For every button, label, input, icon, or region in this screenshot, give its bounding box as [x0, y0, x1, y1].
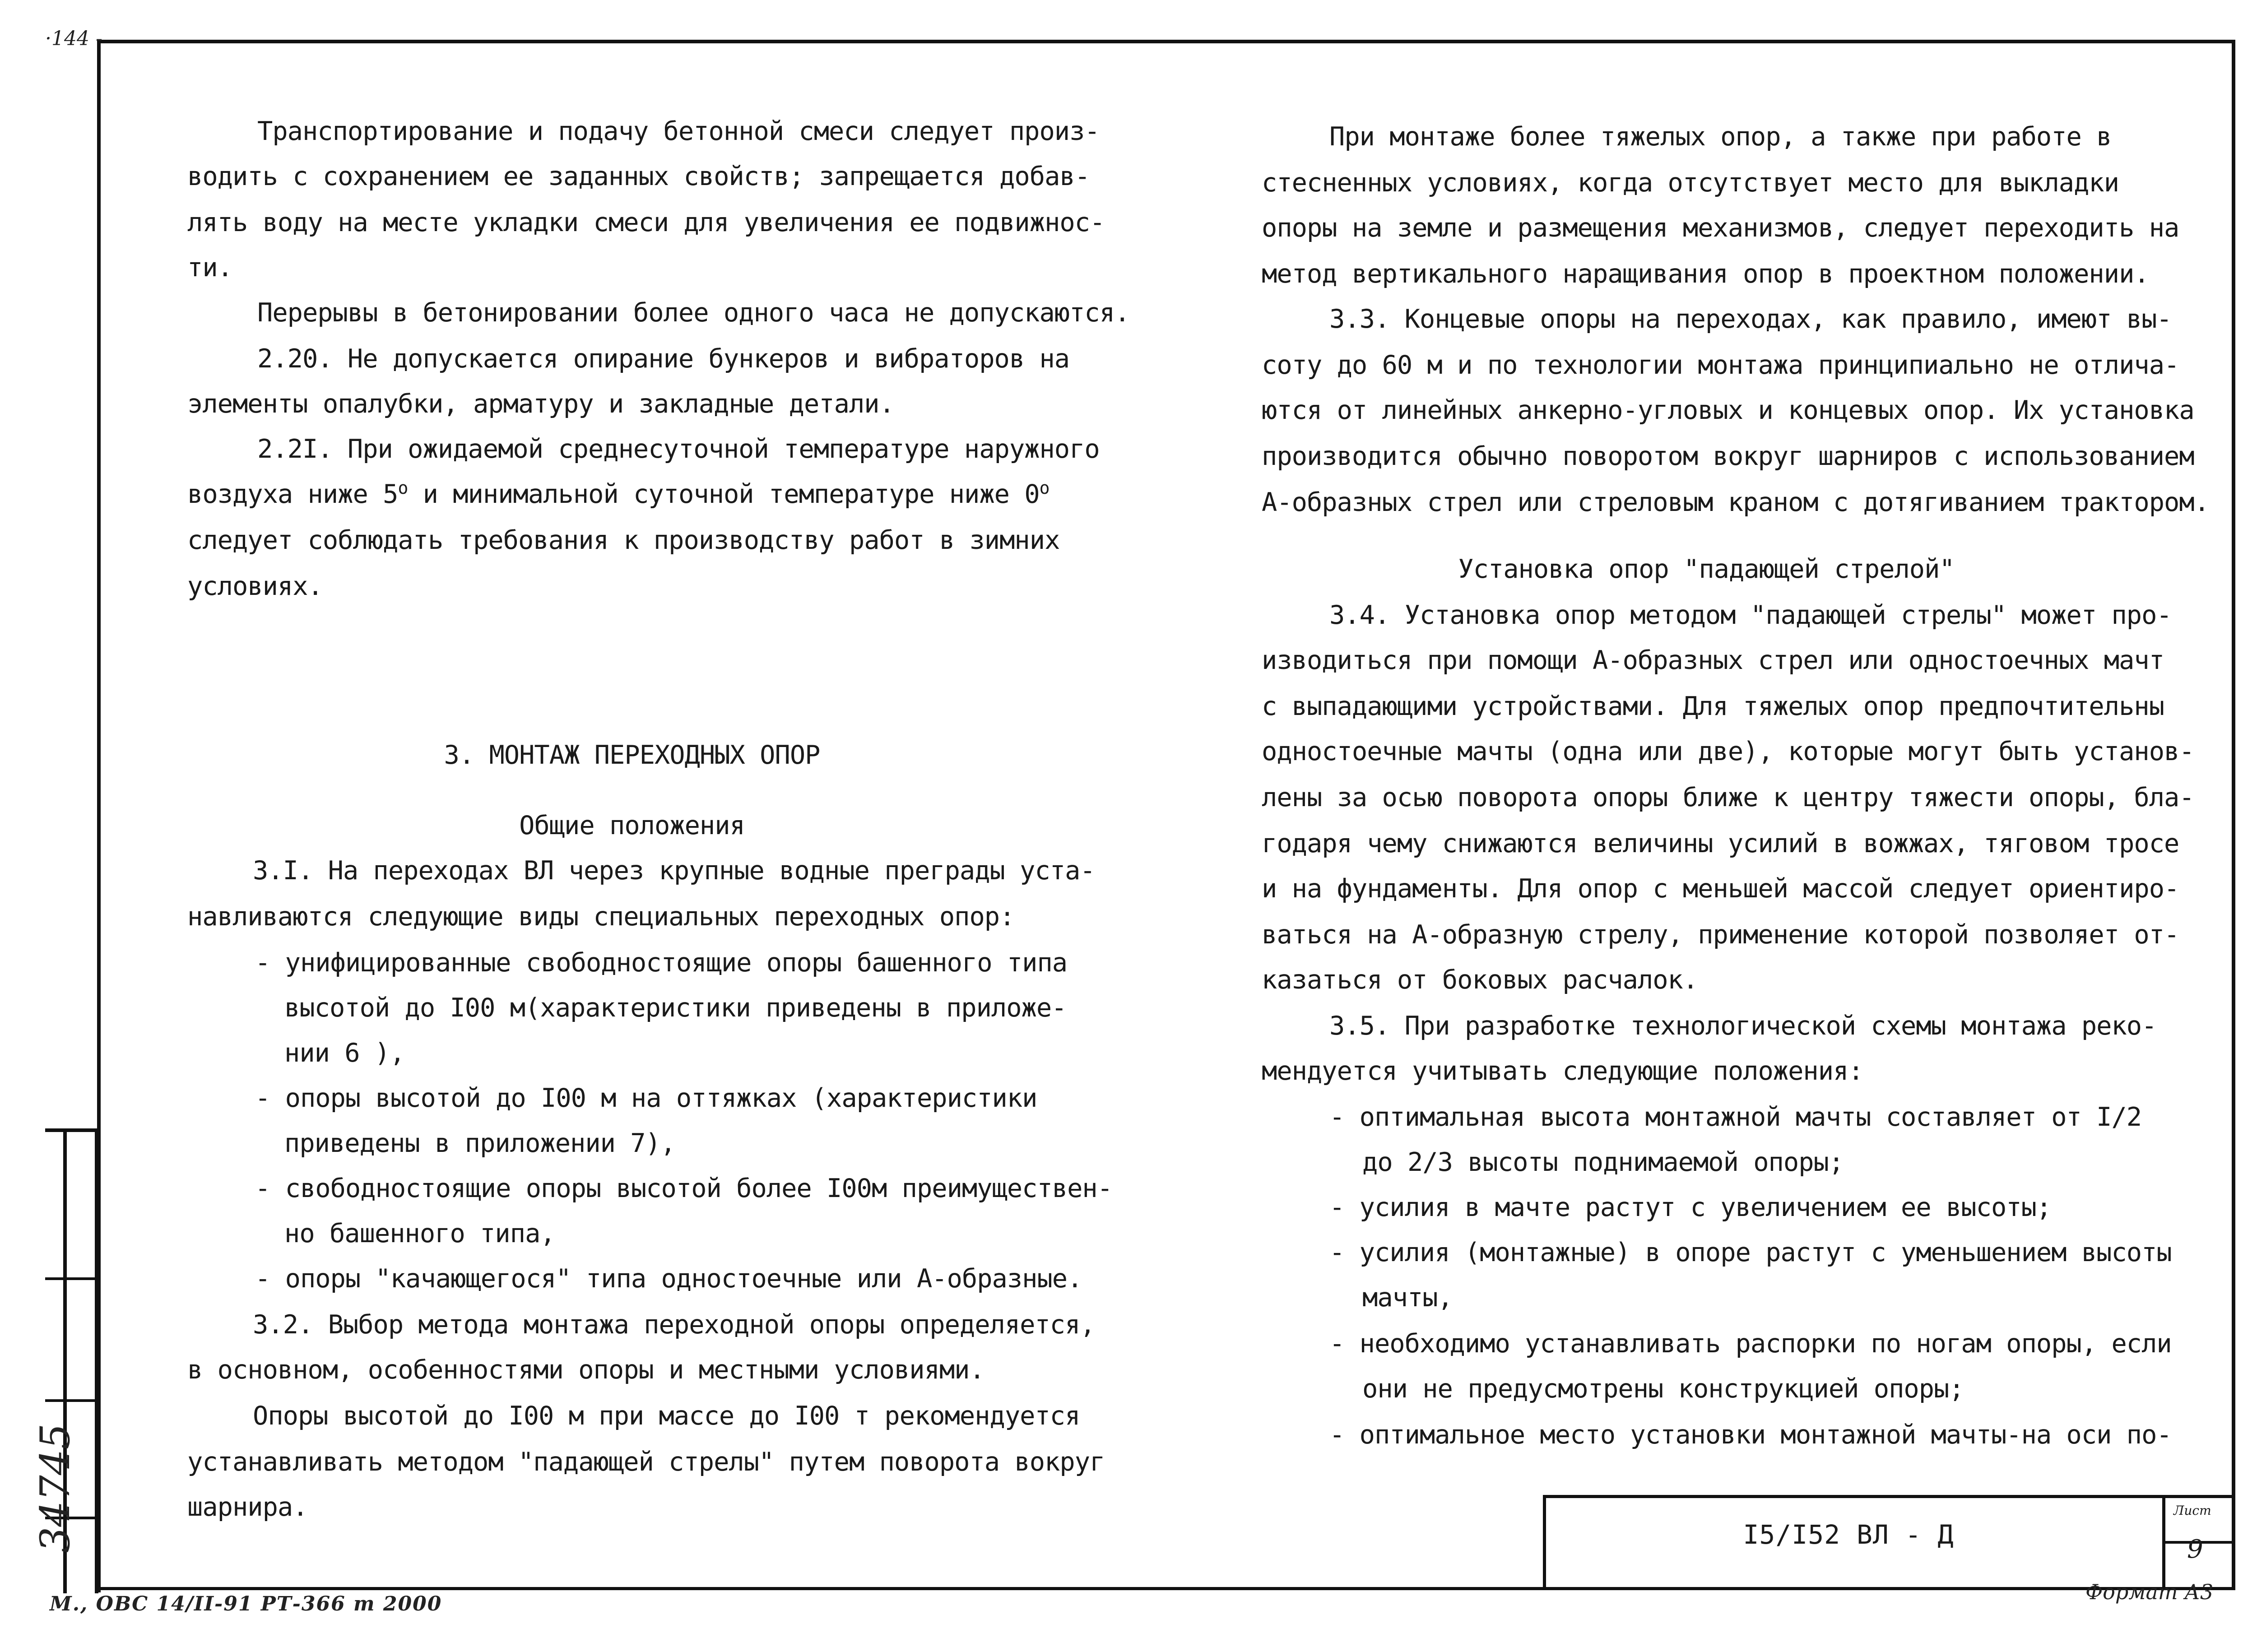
paragraph-line: элементы опалубки, арматуру и закладные детали.: [187, 389, 894, 419]
paragraph-line: При монтаже более тяжелых опор, а также при работе в: [1329, 122, 2112, 152]
paragraph-line: 2.20. Не допускается опирание бункеров и вибраторов на: [257, 344, 1070, 374]
list-item: - опоры высотой до I00 м на оттяжках (характеристики: [255, 1083, 1037, 1113]
degree-sign: о: [398, 478, 408, 498]
paragraph-line: 3.3. Концевые опоры на переходах, как правило, имеют вы-: [1329, 304, 2172, 334]
list-item-continuation: они не предусмотрены конструкцией опоры;: [1362, 1374, 1964, 1404]
paragraph-line: лены за осью поворота опоры ближе к центру тяжести опоры, бла-: [1262, 783, 2194, 812]
list-item: - усилия (монтажные) в опоре растут с уменьшением высоты: [1329, 1238, 2172, 1267]
list-item-continuation: до 2/3 высоты поднимаемой опоры;: [1362, 1147, 1844, 1177]
paragraph-line: мендуется учитывать следующие положения:: [1262, 1056, 1863, 1086]
paragraph-line: метод вертикального наращивания опор в проектном положении.: [1262, 259, 2149, 289]
paragraph-line: годаря чему снижаются величины усилий в вожжах, тяговом тросе: [1262, 829, 2179, 858]
paragraph-line: ются от линейных анкерно-угловых и концевых опор. Их установка: [1262, 395, 2194, 425]
paragraph-line: условиях.: [187, 571, 323, 601]
paragraph-line: ти.: [187, 253, 232, 283]
paragraph-line: 3.2. Выбор метода монтажа переходной опоры определяется,: [253, 1310, 1095, 1340]
frame-border-right: [2232, 40, 2235, 1588]
degree-sign: о: [1039, 478, 1050, 498]
document-code: I5/I52 ВЛ - Д: [1743, 1519, 1954, 1550]
paragraph-line: Транспортирование и подачу бетонной смеси следует произ-: [257, 116, 1100, 146]
list-item: - оптимальная высота монтажной мачты составляет от I/2: [1329, 1102, 2142, 1132]
paragraph-line: 3.5. При разработке технологической схемы монтажа реко-: [1329, 1011, 2157, 1041]
list-item: - свободностоящие опоры высотой более I00м преимуществен-: [255, 1174, 1113, 1203]
paragraph-line: Перерывы в бетонировании более одного часа не допускаются.: [257, 298, 1130, 328]
paragraph-line: казаться от боковых расчалок.: [1262, 965, 1698, 995]
list-item: - необходимо устанавливать распорки по ногам опоры, если: [1329, 1329, 2172, 1359]
sheet-label: Лист: [2173, 1503, 2211, 1518]
paragraph-line: соту до 60 м и по технологии монтажа принципиально не отлича-: [1262, 350, 2179, 380]
list-item-continuation: приведены в приложении 7),: [284, 1128, 676, 1158]
list-item-continuation: но башенного типа,: [284, 1219, 555, 1248]
temperature-line: [187, 479, 1050, 509]
list-item: - усилия в мачте растут с увеличением ее высоты;: [1329, 1193, 2052, 1222]
paragraph-line: устанавливать методом "падающей стрелы" путем поворота вокруг: [187, 1447, 1105, 1477]
section-title: 3. МОНТАЖ ПЕРЕХОДНЫХ ОПОР: [444, 740, 820, 770]
paragraph-line: лять воду на месте укладки смеси для увеличения ее подвижнос-: [187, 208, 1105, 237]
paper-format-note: Формат А3: [2085, 1580, 2214, 1604]
paragraph-line: 2.2I. При ожидаемой среднесуточной температуре наружного: [257, 434, 1100, 464]
paragraph-line: следует соблюдать требования к производству работ в зимних: [187, 525, 1060, 555]
list-item: - оптимальное место установки монтажной мачты-на оси по-: [1329, 1420, 2172, 1450]
temperature-line-start: воздуха ниже 5: [187, 479, 398, 509]
paragraph-line: водить с сохранением ее заданных свойств; запрещается добав-: [187, 162, 1090, 191]
section-subtitle: Общие положения: [519, 811, 745, 840]
corner-handwritten-mark: ·144 -: [45, 27, 102, 50]
list-item: - опоры "качающегося" типа одностоечные или А-образные.: [255, 1264, 1082, 1294]
paragraph-line: изводиться при помощи А-образных стрел или одностоечных мачт: [1262, 645, 2164, 675]
paragraph-line: 3.I. На переходах ВЛ через крупные водные преграды уста-: [253, 856, 1095, 886]
paragraph-line: и на фундаменты. Для опор с меньшей массой следует ориентиро-: [1262, 874, 2179, 904]
list-item-continuation: нии 6 ),: [284, 1038, 405, 1068]
frame-border-top: [97, 40, 2235, 43]
list-item: - унифицированные свободностоящие опоры башенного типа: [255, 948, 1068, 978]
paragraph-line: одностоечные мачты (одна или две), которые могут быть установ-: [1262, 737, 2194, 766]
paragraph-line: Опоры высотой до I00 м при массе до I00 т рекомендуется: [253, 1401, 1080, 1431]
section-subtitle: Установка опор "падающей стрелой": [1458, 554, 1955, 584]
temperature-line-mid: и минимальной суточной температуре ниже 0: [408, 479, 1040, 509]
list-item-continuation: высотой до I00 м(характеристики приведены в приложе-: [284, 993, 1067, 1023]
paragraph-line: шарнира.: [187, 1492, 308, 1522]
sheet-number: 9: [2187, 1535, 2203, 1564]
paragraph-line: с выпадающими устройствами. Для тяжелых опор предпочтительны: [1262, 691, 2164, 721]
paragraph-line: А-образных стрел или стреловым краном с дотягиванием трактором.: [1262, 487, 2209, 517]
archive-number: 34745: [32, 1423, 79, 1553]
paragraph-line: навливаются следующие виды специальных переходных опор:: [187, 902, 1015, 932]
paragraph-line: стесненных условиях, когда отсутствует место для выкладки: [1262, 168, 2119, 198]
paragraph-line: 3.4. Установка опор методом "падающей стрелы" может про-: [1329, 600, 2172, 630]
list-item-continuation: мачты,: [1362, 1283, 1453, 1313]
archive-stamp-note: М., ОВС 14/II-91 РТ-366 т 2000: [50, 1592, 442, 1615]
paragraph-line: опоры на земле и размещения механизмов, следует переходить на: [1262, 213, 2179, 243]
paragraph-line: в основном, особенностями опоры и местными условиями.: [187, 1355, 985, 1385]
paragraph-line: ваться на А-образную стрелу, применение которой позволяет от-: [1262, 920, 2179, 950]
paragraph-line: производится обычно поворотом вокруг шарниров с использованием: [1262, 441, 2194, 471]
